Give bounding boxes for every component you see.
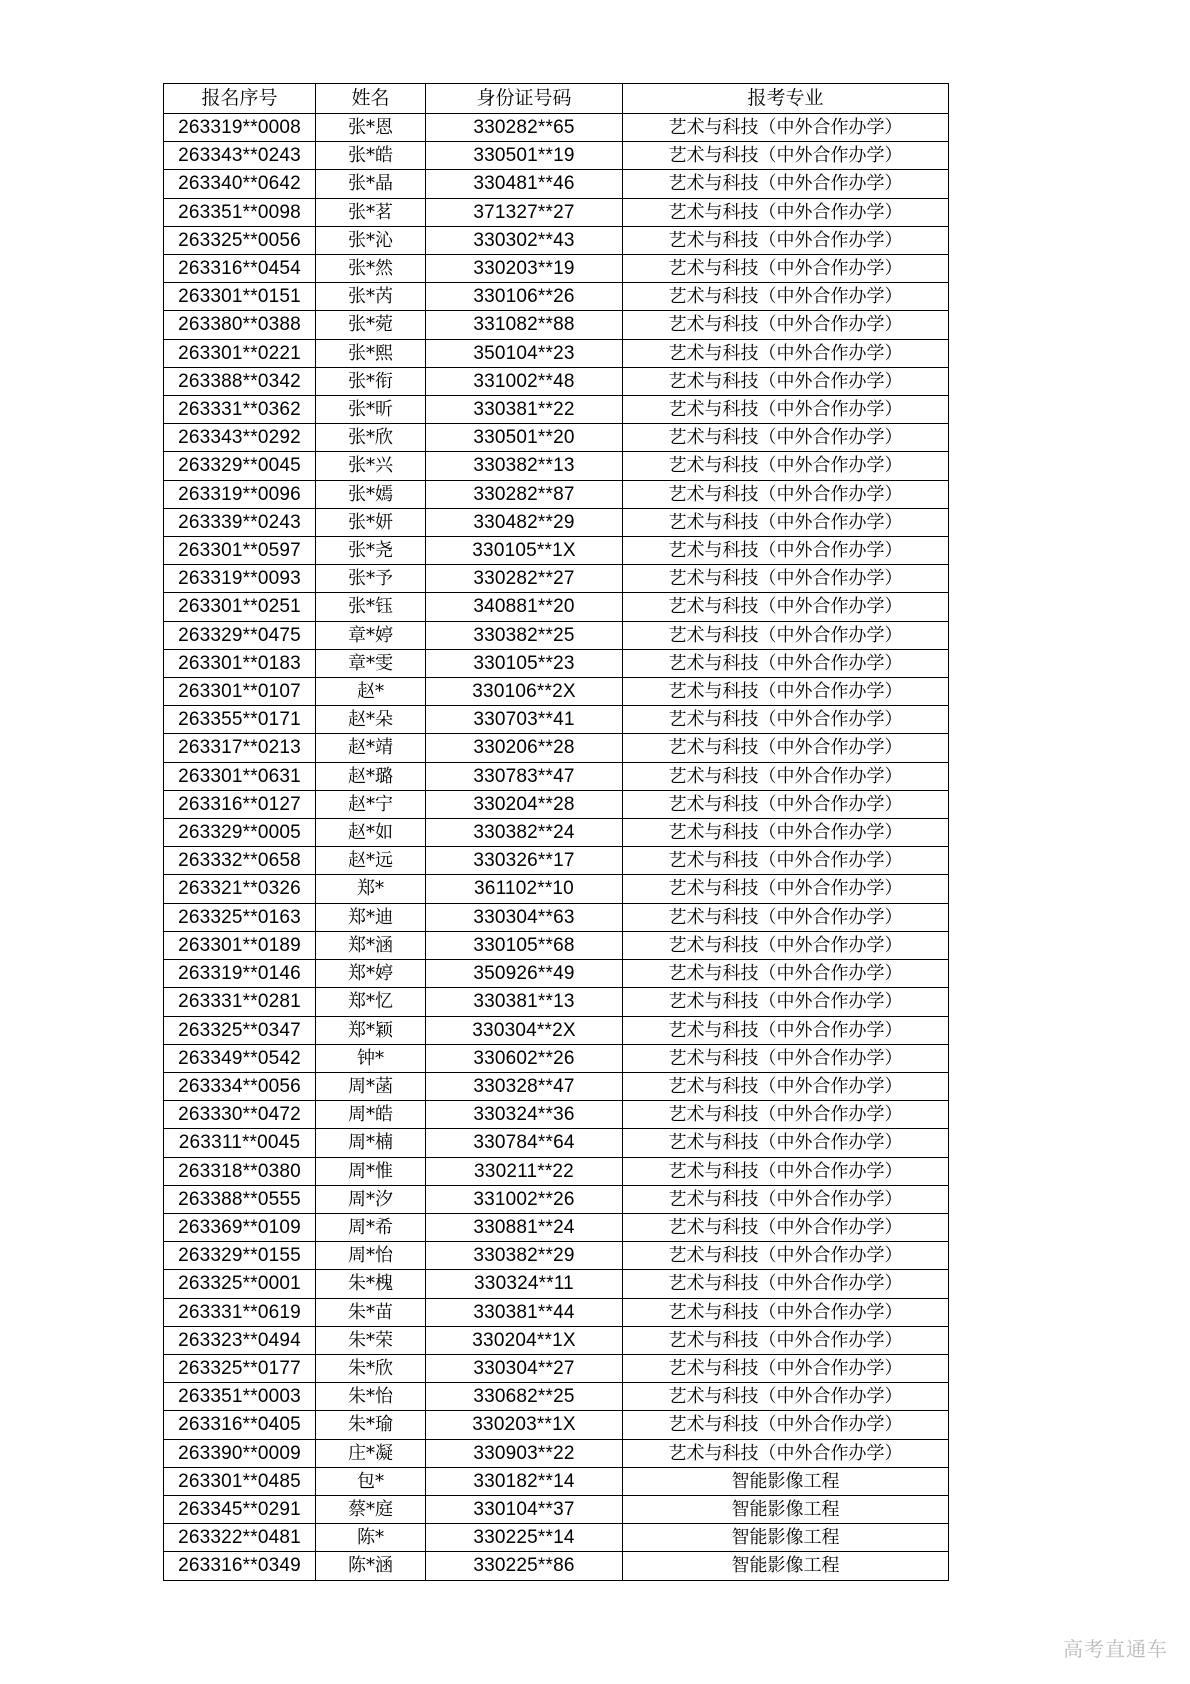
- table-row: [164, 1242, 949, 1270]
- table-row: [164, 706, 949, 734]
- roster-table-container: [163, 83, 948, 1581]
- column-header-registration-number: 报名序号: [164, 84, 316, 114]
- cell-applicant-name: 周*菡: [316, 1072, 426, 1100]
- cell-id-number: 330106**2X: [426, 678, 623, 706]
- cell-applied-major: 艺术与科技（中外合作办学）: [623, 819, 949, 847]
- cell-applicant-name: 陈*涵: [316, 1552, 426, 1580]
- cell-id-number: 330203**19: [426, 255, 623, 283]
- table-row: [164, 1552, 949, 1580]
- cell-registration-number: 263351**0003: [164, 1383, 316, 1411]
- cell-id-number: 330304**2X: [426, 1016, 623, 1044]
- cell-registration-number: 263325**0347: [164, 1016, 316, 1044]
- cell-id-number: 330381**13: [426, 988, 623, 1016]
- cell-applied-major: 艺术与科技（中外合作办学）: [623, 762, 949, 790]
- cell-applied-major: 艺术与科技（中外合作办学）: [623, 1298, 949, 1326]
- cell-registration-number: 263329**0155: [164, 1242, 316, 1270]
- cell-applied-major: 艺术与科技（中外合作办学）: [623, 198, 949, 226]
- cell-applied-major: 艺术与科技（中外合作办学）: [623, 424, 949, 452]
- cell-id-number: 330382**29: [426, 1242, 623, 1270]
- cell-applicant-name: 朱*槐: [316, 1270, 426, 1298]
- cell-registration-number: 263331**0281: [164, 988, 316, 1016]
- cell-id-number: 330481**46: [426, 170, 623, 198]
- cell-applicant-name: 张*茗: [316, 198, 426, 226]
- cell-applied-major: 艺术与科技（中外合作办学）: [623, 1326, 949, 1354]
- cell-applicant-name: 张*钰: [316, 593, 426, 621]
- cell-applied-major: 艺术与科技（中外合作办学）: [623, 452, 949, 480]
- cell-applied-major: 艺术与科技（中外合作办学）: [623, 734, 949, 762]
- cell-applicant-name: 张*兴: [316, 452, 426, 480]
- table-row: [164, 114, 949, 142]
- cell-applied-major: 艺术与科技（中外合作办学）: [623, 1439, 949, 1467]
- cell-applicant-name: 张*沁: [316, 226, 426, 254]
- table-body: [164, 114, 949, 1581]
- cell-registration-number: 263317**0213: [164, 734, 316, 762]
- table-row: [164, 931, 949, 959]
- cell-applicant-name: 朱*欣: [316, 1354, 426, 1382]
- cell-applicant-name: 赵*璐: [316, 762, 426, 790]
- cell-applicant-name: 章*雯: [316, 649, 426, 677]
- table-row: [164, 255, 949, 283]
- cell-registration-number: 263323**0494: [164, 1326, 316, 1354]
- cell-id-number: 330206**28: [426, 734, 623, 762]
- cell-applied-major: 艺术与科技（中外合作办学）: [623, 1044, 949, 1072]
- cell-registration-number: 263345**0291: [164, 1495, 316, 1523]
- cell-applicant-name: 赵*宁: [316, 790, 426, 818]
- table-row: [164, 1213, 949, 1241]
- cell-applicant-name: 钟*: [316, 1044, 426, 1072]
- cell-id-number: 330703**41: [426, 706, 623, 734]
- cell-applicant-name: 张*尧: [316, 537, 426, 565]
- cell-applied-major: 智能影像工程: [623, 1552, 949, 1580]
- cell-applicant-name: 郑*迪: [316, 903, 426, 931]
- table-row: [164, 790, 949, 818]
- cell-registration-number: 263343**0292: [164, 424, 316, 452]
- cell-registration-number: 263325**0001: [164, 1270, 316, 1298]
- cell-registration-number: 263388**0555: [164, 1185, 316, 1213]
- cell-applicant-name: 周*惟: [316, 1157, 426, 1185]
- cell-id-number: 350104**23: [426, 339, 623, 367]
- cell-id-number: 330324**36: [426, 1101, 623, 1129]
- cell-id-number: 330182**14: [426, 1467, 623, 1495]
- cell-applicant-name: 朱*瑜: [316, 1411, 426, 1439]
- cell-applicant-name: 庄*凝: [316, 1439, 426, 1467]
- cell-registration-number: 263319**0146: [164, 960, 316, 988]
- table-header: [164, 84, 949, 114]
- cell-id-number: 330302**43: [426, 226, 623, 254]
- cell-applicant-name: 张*予: [316, 565, 426, 593]
- cell-applied-major: 艺术与科技（中外合作办学）: [623, 1411, 949, 1439]
- cell-applied-major: 艺术与科技（中外合作办学）: [623, 1354, 949, 1382]
- cell-id-number: 330282**27: [426, 565, 623, 593]
- cell-applicant-name: 周*楠: [316, 1129, 426, 1157]
- cell-id-number: 330304**27: [426, 1354, 623, 1382]
- cell-applied-major: 艺术与科技（中外合作办学）: [623, 142, 949, 170]
- cell-applied-major: 艺术与科技（中外合作办学）: [623, 988, 949, 1016]
- table-header-row: [164, 84, 949, 114]
- table-row: [164, 1185, 949, 1213]
- cell-applied-major: 艺术与科技（中外合作办学）: [623, 875, 949, 903]
- cell-registration-number: 263349**0542: [164, 1044, 316, 1072]
- table-row: [164, 1016, 949, 1044]
- cell-registration-number: 263316**0127: [164, 790, 316, 818]
- cell-applied-major: 艺术与科技（中外合作办学）: [623, 508, 949, 536]
- table-row: [164, 1101, 949, 1129]
- cell-registration-number: 263316**0405: [164, 1411, 316, 1439]
- table-row: [164, 565, 949, 593]
- cell-applicant-name: 蔡*庭: [316, 1495, 426, 1523]
- cell-applied-major: 艺术与科技（中外合作办学）: [623, 1129, 949, 1157]
- cell-applicant-name: 朱*怡: [316, 1383, 426, 1411]
- cell-applicant-name: 周*汐: [316, 1185, 426, 1213]
- cell-applied-major: 艺术与科技（中外合作办学）: [623, 706, 949, 734]
- cell-registration-number: 263325**0163: [164, 903, 316, 931]
- cell-id-number: 330105**1X: [426, 537, 623, 565]
- cell-applicant-name: 郑*颖: [316, 1016, 426, 1044]
- cell-registration-number: 263301**0631: [164, 762, 316, 790]
- cell-id-number: 330602**26: [426, 1044, 623, 1072]
- cell-applicant-name: 郑*忆: [316, 988, 426, 1016]
- cell-applied-major: 艺术与科技（中外合作办学）: [623, 960, 949, 988]
- cell-id-number: 330282**87: [426, 480, 623, 508]
- table-row: [164, 1467, 949, 1495]
- cell-applicant-name: 赵*: [316, 678, 426, 706]
- cell-id-number: 330381**22: [426, 396, 623, 424]
- cell-registration-number: 263343**0243: [164, 142, 316, 170]
- table-row: [164, 198, 949, 226]
- cell-id-number: 330104**37: [426, 1495, 623, 1523]
- table-row: [164, 424, 949, 452]
- cell-applied-major: 艺术与科技（中外合作办学）: [623, 1072, 949, 1100]
- cell-id-number: 330225**86: [426, 1552, 623, 1580]
- table-row: [164, 170, 949, 198]
- table-row: [164, 875, 949, 903]
- cell-applied-major: 艺术与科技（中外合作办学）: [623, 1101, 949, 1129]
- cell-applicant-name: 张*恩: [316, 114, 426, 142]
- cell-applicant-name: 郑*: [316, 875, 426, 903]
- table-row: [164, 1044, 949, 1072]
- cell-id-number: 331002**48: [426, 367, 623, 395]
- cell-registration-number: 263319**0008: [164, 114, 316, 142]
- cell-id-number: 330328**47: [426, 1072, 623, 1100]
- cell-applicant-name: 张*熙: [316, 339, 426, 367]
- table-row: [164, 1439, 949, 1467]
- table-row: [164, 480, 949, 508]
- cell-applied-major: 艺术与科技（中外合作办学）: [623, 678, 949, 706]
- cell-applicant-name: 赵*靖: [316, 734, 426, 762]
- cell-registration-number: 263329**0475: [164, 621, 316, 649]
- cell-applicant-name: 赵*远: [316, 847, 426, 875]
- cell-id-number: 330903**22: [426, 1439, 623, 1467]
- table-row: [164, 508, 949, 536]
- cell-applicant-name: 张*芮: [316, 283, 426, 311]
- cell-applied-major: 艺术与科技（中外合作办学）: [623, 311, 949, 339]
- table-row: [164, 1383, 949, 1411]
- cell-registration-number: 263301**0485: [164, 1467, 316, 1495]
- cell-applied-major: 智能影像工程: [623, 1495, 949, 1523]
- cell-id-number: 330501**19: [426, 142, 623, 170]
- cell-applied-major: 艺术与科技（中外合作办学）: [623, 903, 949, 931]
- cell-id-number: 331002**26: [426, 1185, 623, 1213]
- cell-applied-major: 艺术与科技（中外合作办学）: [623, 1016, 949, 1044]
- cell-registration-number: 263330**0472: [164, 1101, 316, 1129]
- cell-registration-number: 263340**0642: [164, 170, 316, 198]
- cell-applied-major: 艺术与科技（中外合作办学）: [623, 339, 949, 367]
- table-row: [164, 142, 949, 170]
- table-row: [164, 339, 949, 367]
- table-row: [164, 226, 949, 254]
- cell-id-number: 330282**65: [426, 114, 623, 142]
- cell-applicant-name: 陈*: [316, 1524, 426, 1552]
- cell-applicant-name: 周*希: [316, 1213, 426, 1241]
- cell-applied-major: 智能影像工程: [623, 1467, 949, 1495]
- cell-applicant-name: 章*婷: [316, 621, 426, 649]
- table-row: [164, 649, 949, 677]
- table-row: [164, 1157, 949, 1185]
- cell-applied-major: 艺术与科技（中外合作办学）: [623, 367, 949, 395]
- cell-registration-number: 263319**0096: [164, 480, 316, 508]
- table-row: [164, 1495, 949, 1523]
- table-row: [164, 1326, 949, 1354]
- cell-applicant-name: 包*: [316, 1467, 426, 1495]
- cell-id-number: 330381**44: [426, 1298, 623, 1326]
- table-row: [164, 1072, 949, 1100]
- column-header-id-number: 身份证号码: [426, 84, 623, 114]
- cell-applicant-name: 朱*荣: [316, 1326, 426, 1354]
- table-row: [164, 1411, 949, 1439]
- watermark: 高考直通车: [1063, 1637, 1168, 1661]
- cell-id-number: 330211**22: [426, 1157, 623, 1185]
- table-row: [164, 311, 949, 339]
- cell-applied-major: 艺术与科技（中外合作办学）: [623, 1383, 949, 1411]
- column-header-major: 报考专业: [623, 84, 949, 114]
- table-row: [164, 396, 949, 424]
- table-row: [164, 621, 949, 649]
- cell-applicant-name: 张*皓: [316, 142, 426, 170]
- cell-id-number: 330482**29: [426, 508, 623, 536]
- table-row: [164, 762, 949, 790]
- cell-id-number: 361102**10: [426, 875, 623, 903]
- cell-applied-major: 艺术与科技（中外合作办学）: [623, 621, 949, 649]
- cell-applied-major: 艺术与科技（中外合作办学）: [623, 1185, 949, 1213]
- table-row: [164, 678, 949, 706]
- cell-applied-major: 艺术与科技（中外合作办学）: [623, 847, 949, 875]
- cell-registration-number: 263321**0326: [164, 875, 316, 903]
- cell-registration-number: 263318**0380: [164, 1157, 316, 1185]
- cell-id-number: 330382**13: [426, 452, 623, 480]
- table-row: [164, 283, 949, 311]
- table-row: [164, 960, 949, 988]
- cell-applied-major: 艺术与科技（中外合作办学）: [623, 396, 949, 424]
- cell-applied-major: 艺术与科技（中外合作办学）: [623, 565, 949, 593]
- cell-applicant-name: 张*然: [316, 255, 426, 283]
- table-row: [164, 367, 949, 395]
- cell-registration-number: 263351**0098: [164, 198, 316, 226]
- cell-registration-number: 263332**0658: [164, 847, 316, 875]
- cell-applicant-name: 郑*婷: [316, 960, 426, 988]
- cell-registration-number: 263369**0109: [164, 1213, 316, 1241]
- cell-applied-major: 艺术与科技（中外合作办学）: [623, 1157, 949, 1185]
- cell-registration-number: 263329**0005: [164, 819, 316, 847]
- cell-registration-number: 263355**0171: [164, 706, 316, 734]
- cell-registration-number: 263388**0342: [164, 367, 316, 395]
- cell-id-number: 330881**24: [426, 1213, 623, 1241]
- cell-id-number: 330784**64: [426, 1129, 623, 1157]
- cell-registration-number: 263339**0243: [164, 508, 316, 536]
- column-header-name: 姓名: [316, 84, 426, 114]
- cell-id-number: 330106**26: [426, 283, 623, 311]
- table-row: [164, 988, 949, 1016]
- cell-registration-number: 263319**0093: [164, 565, 316, 593]
- cell-applicant-name: 张*晶: [316, 170, 426, 198]
- cell-applied-major: 艺术与科技（中外合作办学）: [623, 931, 949, 959]
- cell-applicant-name: 张*昕: [316, 396, 426, 424]
- cell-registration-number: 263322**0481: [164, 1524, 316, 1552]
- cell-registration-number: 263334**0056: [164, 1072, 316, 1100]
- table-row: [164, 1298, 949, 1326]
- cell-applicant-name: 赵*如: [316, 819, 426, 847]
- table-row: [164, 734, 949, 762]
- cell-registration-number: 263301**0183: [164, 649, 316, 677]
- cell-applicant-name: 张*嫣: [316, 480, 426, 508]
- cell-id-number: 330203**1X: [426, 1411, 623, 1439]
- cell-id-number: 350926**49: [426, 960, 623, 988]
- cell-registration-number: 263331**0619: [164, 1298, 316, 1326]
- table-row: [164, 452, 949, 480]
- cell-applied-major: 艺术与科技（中外合作办学）: [623, 1242, 949, 1270]
- cell-id-number: 330204**1X: [426, 1326, 623, 1354]
- cell-applied-major: 艺术与科技（中外合作办学）: [623, 1270, 949, 1298]
- cell-applicant-name: 朱*苗: [316, 1298, 426, 1326]
- cell-id-number: 330304**63: [426, 903, 623, 931]
- cell-applied-major: 艺术与科技（中外合作办学）: [623, 1213, 949, 1241]
- table-row: [164, 593, 949, 621]
- applicant-roster-table: [163, 83, 949, 1581]
- cell-id-number: 330324**11: [426, 1270, 623, 1298]
- cell-registration-number: 263301**0597: [164, 537, 316, 565]
- cell-registration-number: 263325**0056: [164, 226, 316, 254]
- cell-id-number: 330382**25: [426, 621, 623, 649]
- cell-applied-major: 智能影像工程: [623, 1524, 949, 1552]
- cell-applied-major: 艺术与科技（中外合作办学）: [623, 114, 949, 142]
- cell-registration-number: 263301**0221: [164, 339, 316, 367]
- cell-registration-number: 263325**0177: [164, 1354, 316, 1382]
- cell-applied-major: 艺术与科技（中外合作办学）: [623, 790, 949, 818]
- cell-applicant-name: 周*怡: [316, 1242, 426, 1270]
- cell-registration-number: 263301**0151: [164, 283, 316, 311]
- cell-applied-major: 艺术与科技（中外合作办学）: [623, 170, 949, 198]
- table-row: [164, 1129, 949, 1157]
- cell-id-number: 330501**20: [426, 424, 623, 452]
- cell-id-number: 330105**68: [426, 931, 623, 959]
- cell-id-number: 330225**14: [426, 1524, 623, 1552]
- cell-applicant-name: 张*菀: [316, 311, 426, 339]
- cell-applied-major: 艺术与科技（中外合作办学）: [623, 226, 949, 254]
- cell-applicant-name: 赵*朵: [316, 706, 426, 734]
- cell-id-number: 330682**25: [426, 1383, 623, 1411]
- cell-id-number: 330326**17: [426, 847, 623, 875]
- cell-registration-number: 263390**0009: [164, 1439, 316, 1467]
- cell-applicant-name: 张*衔: [316, 367, 426, 395]
- cell-registration-number: 263380**0388: [164, 311, 316, 339]
- cell-registration-number: 263301**0251: [164, 593, 316, 621]
- cell-applicant-name: 张*欣: [316, 424, 426, 452]
- cell-registration-number: 263316**0349: [164, 1552, 316, 1580]
- cell-applicant-name: 周*皓: [316, 1101, 426, 1129]
- table-row: [164, 1524, 949, 1552]
- cell-applied-major: 艺术与科技（中外合作办学）: [623, 283, 949, 311]
- cell-applicant-name: 张*妍: [316, 508, 426, 536]
- cell-registration-number: 263311**0045: [164, 1129, 316, 1157]
- cell-id-number: 340881**20: [426, 593, 623, 621]
- table-row: [164, 1354, 949, 1382]
- cell-registration-number: 263329**0045: [164, 452, 316, 480]
- cell-applied-major: 艺术与科技（中外合作办学）: [623, 593, 949, 621]
- cell-registration-number: 263301**0189: [164, 931, 316, 959]
- table-row: [164, 847, 949, 875]
- cell-applied-major: 艺术与科技（中外合作办学）: [623, 537, 949, 565]
- cell-id-number: 330382**24: [426, 819, 623, 847]
- table-row: [164, 537, 949, 565]
- cell-applicant-name: 郑*涵: [316, 931, 426, 959]
- table-row: [164, 1270, 949, 1298]
- table-row: [164, 903, 949, 931]
- cell-applied-major: 艺术与科技（中外合作办学）: [623, 255, 949, 283]
- cell-applied-major: 艺术与科技（中外合作办学）: [623, 480, 949, 508]
- cell-registration-number: 263316**0454: [164, 255, 316, 283]
- cell-id-number: 330204**28: [426, 790, 623, 818]
- cell-id-number: 371327**27: [426, 198, 623, 226]
- cell-id-number: 331082**88: [426, 311, 623, 339]
- table-row: [164, 819, 949, 847]
- cell-registration-number: 263331**0362: [164, 396, 316, 424]
- cell-applied-major: 艺术与科技（中外合作办学）: [623, 649, 949, 677]
- cell-id-number: 330783**47: [426, 762, 623, 790]
- cell-registration-number: 263301**0107: [164, 678, 316, 706]
- cell-id-number: 330105**23: [426, 649, 623, 677]
